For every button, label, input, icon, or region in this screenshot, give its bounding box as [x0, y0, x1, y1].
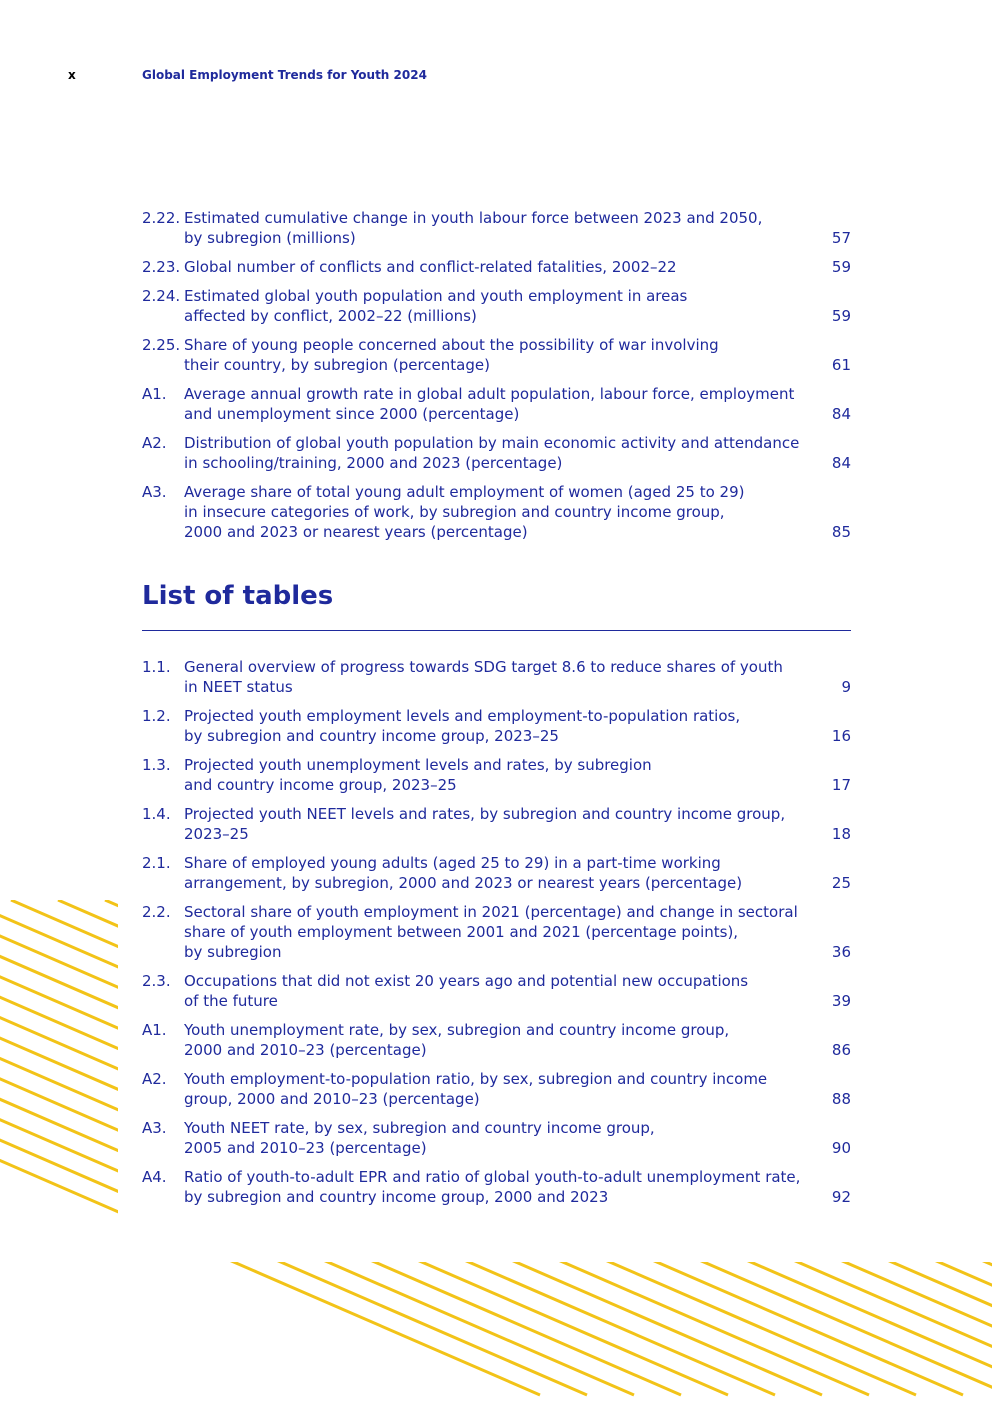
list-item[interactable] [142, 1069, 851, 1109]
list-item[interactable] [142, 706, 851, 746]
list-item[interactable] [142, 1167, 851, 1207]
figures-list [142, 208, 851, 551]
entry-title: Youth unemployment rate, by sex, subregion and country income group, 2000 and 2010–23 (percentage) [184, 1021, 730, 1059]
entry-page: 9 [841, 678, 851, 696]
list-item[interactable] [142, 384, 851, 424]
entry-number: A4. [142, 1168, 167, 1186]
entry-title: Global number of conflicts and conflict-related fatalities, 2002–22 [184, 258, 677, 276]
entry-number: A3. [142, 483, 167, 501]
entry-title: Share of employed young adults (aged 25 to 29) in a part-time working arrangement, by subregion, 2000 and 2023 or nearest years (percentage) [184, 854, 743, 892]
entry-page: 39 [831, 992, 851, 1010]
section-divider [142, 630, 851, 631]
entry-title: Share of young people concerned about the possibility of war involving their country, by subregion (percentage) [184, 336, 719, 374]
entry-page: 84 [831, 454, 851, 472]
list-item[interactable] [142, 971, 851, 1011]
list-item[interactable] [142, 208, 851, 248]
entry-page: 85 [831, 523, 851, 541]
stripe-line [904, 900, 992, 1395]
entry-title: Ratio of youth-to-adult EPR and ratio of global youth-to-adult unemployment rate, by subregion and country income group, 2000 and 2023 [184, 1168, 801, 1206]
entry-page: 57 [831, 229, 851, 247]
stripe-line [951, 900, 992, 1395]
entry-page: 88 [831, 1090, 851, 1108]
entry-number: 1.4. [142, 805, 171, 823]
entry-page: 92 [831, 1188, 851, 1206]
stripe-line [857, 900, 992, 1395]
entry-number: 2.25. [142, 336, 181, 354]
entry-page: 59 [831, 258, 851, 276]
entry-title: Projected youth NEET levels and rates, by subregion and country income group, 2023–25 [184, 805, 786, 843]
list-item[interactable] [142, 755, 851, 795]
entry-title: Average share of total young adult employment of women (aged 25 to 29) in insecure categories of work, by subregion and country income group, 2000 and 2023 or nearest years (percentage) [184, 483, 745, 541]
entry-page: 84 [831, 405, 851, 423]
list-item[interactable] [142, 286, 851, 326]
list-item[interactable] [142, 902, 851, 962]
entry-number: A2. [142, 434, 167, 452]
entry-number: 2.1. [142, 854, 171, 872]
entry-number: A1. [142, 1021, 167, 1039]
page-header [0, 66, 992, 86]
entry-title: Youth employment-to-population ratio, by sex, subregion and country income group, 2000 and 2010–23 (percentage) [184, 1070, 768, 1108]
entry-number: 1.1. [142, 658, 171, 676]
list-item[interactable] [142, 335, 851, 375]
entry-title: Estimated global youth population and youth employment in areas affected by conflict, 2002–22 (millions) [184, 287, 688, 325]
list-item[interactable] [142, 482, 851, 542]
entry-number: 2.3. [142, 972, 171, 990]
list-item[interactable] [142, 1020, 851, 1060]
list-item[interactable] [142, 433, 851, 473]
entry-number: A2. [142, 1070, 167, 1088]
entry-number: 2.23. [142, 258, 181, 276]
entry-page: 86 [831, 1041, 851, 1059]
entry-title: Projected youth employment levels and employment-to-population ratios, by subregion and country income group, 2023–25 [184, 707, 741, 745]
entry-page: 90 [831, 1139, 851, 1157]
tables-list [142, 657, 851, 1216]
entry-number: A3. [142, 1119, 167, 1137]
list-of-tables-heading: List of tables [142, 581, 334, 611]
list-item[interactable] [142, 657, 851, 697]
entry-number: 2.2. [142, 903, 171, 921]
entry-title: Occupations that did not exist 20 years ago and potential new occupations of the future [184, 972, 749, 1010]
list-item[interactable] [142, 257, 851, 277]
entry-page: 17 [831, 776, 851, 794]
entry-title: Distribution of global youth population by main economic activity and attendance in schooling/training, 2000 and 2023 (percentage) [184, 434, 800, 472]
entry-number: 1.2. [142, 707, 171, 725]
entry-page: 61 [831, 356, 851, 374]
entry-title: General overview of progress towards SDG target 8.6 to reduce shares of youth in NEET status [184, 658, 783, 696]
entry-page: 25 [831, 874, 851, 892]
entry-title: Projected youth unemployment levels and rates, by subregion and country income group, 2023–25 [184, 756, 652, 794]
entry-title: Sectoral share of youth employment in 2021 (percentage) and change in sectoral share of youth employment between 2001 and 2021 (percentage points), by subregion [184, 903, 798, 961]
entry-page: 16 [831, 727, 851, 745]
list-item[interactable] [142, 853, 851, 893]
list-item[interactable] [142, 804, 851, 844]
list-item[interactable] [142, 1118, 851, 1158]
running-title: Global Employment Trends for Youth 2024 [142, 68, 427, 82]
entry-number: 2.22. [142, 209, 181, 227]
entry-page: 59 [831, 307, 851, 325]
entry-number: A1. [142, 385, 167, 403]
entry-page: 18 [831, 825, 851, 843]
entry-page: 36 [831, 943, 851, 961]
entry-title: Estimated cumulative change in youth labour force between 2023 and 2050, by subregion (millions) [184, 209, 763, 247]
entry-number: 1.3. [142, 756, 171, 774]
entry-title: Average annual growth rate in global adult population, labour force, employment and unemployment since 2000 (percentage) [184, 385, 795, 423]
entry-title: Youth NEET rate, by sex, subregion and country income group, 2005 and 2010–23 (percentage) [184, 1119, 655, 1157]
page-number: x [68, 68, 76, 82]
entry-number: 2.24. [142, 287, 181, 305]
